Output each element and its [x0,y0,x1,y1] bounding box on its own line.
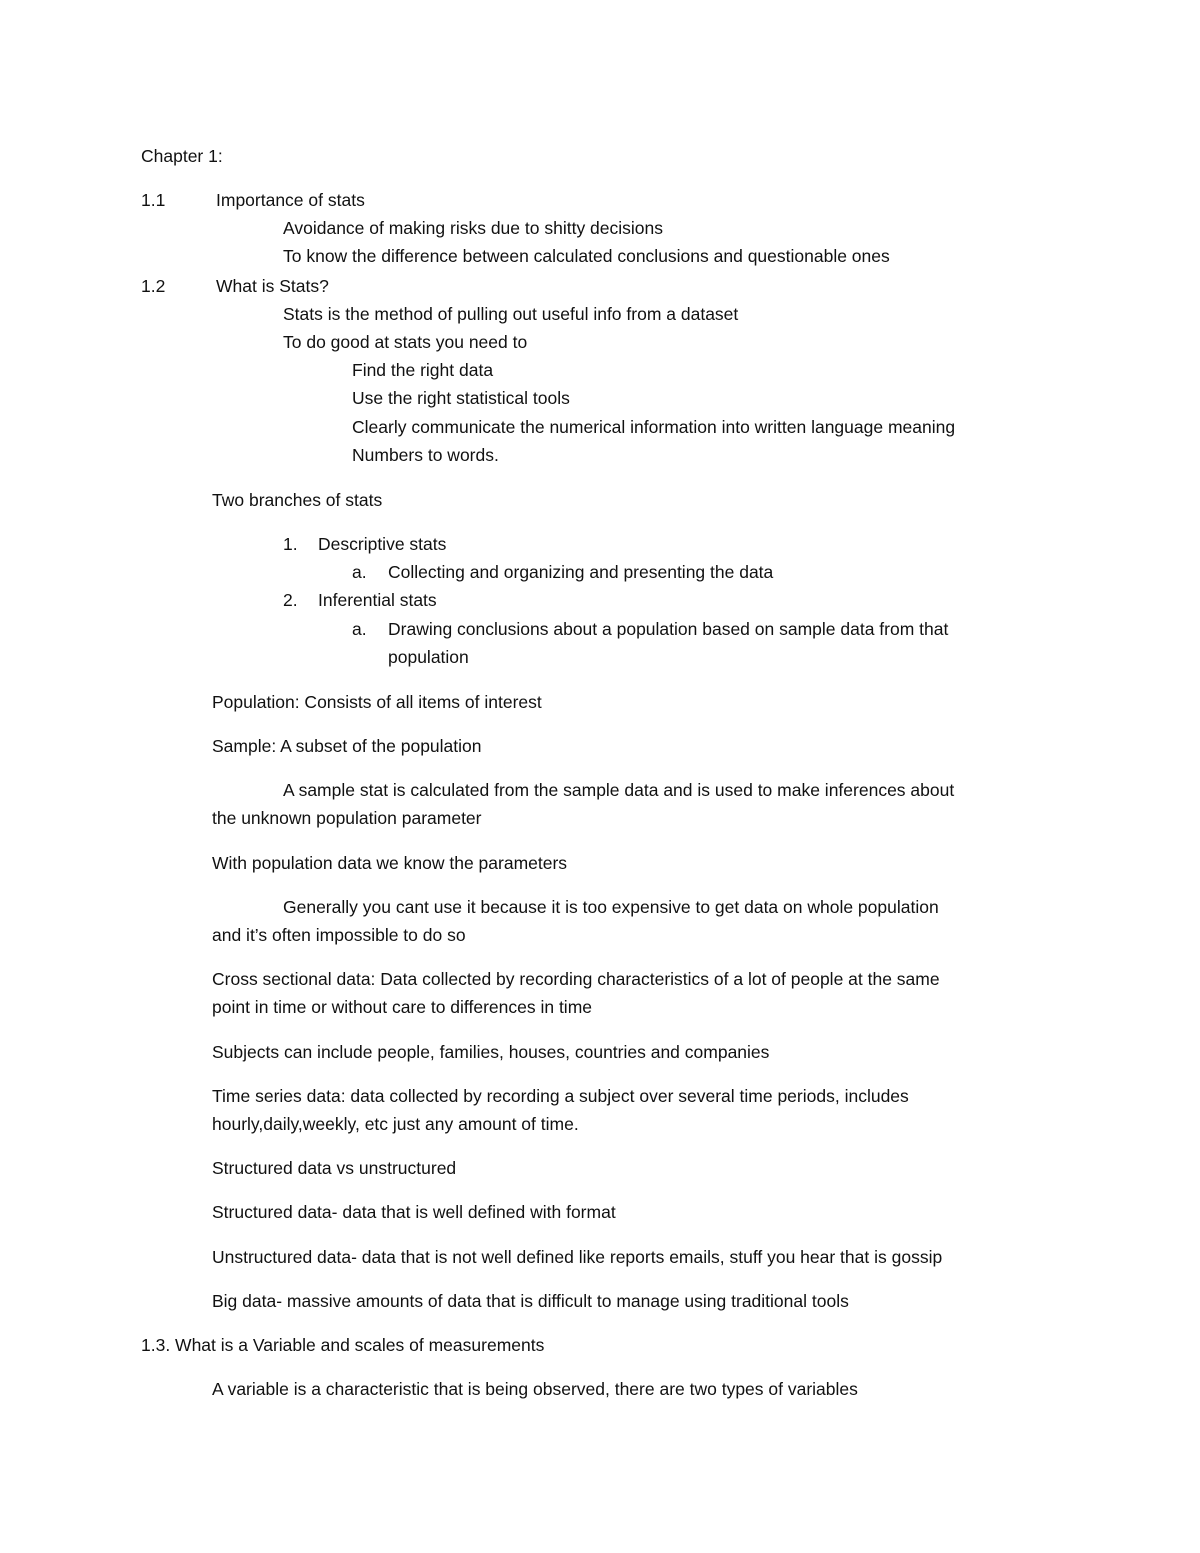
paragraph-cross-sectional: point in time or without care to differences in time [212,997,593,1017]
paragraph-cross-sectional: Cross sectional data: Data collected by recording characteristics of a lot of people at the same [212,969,940,989]
list-item: Inferential stats [318,590,437,610]
paragraph-structured-vs: Structured data vs unstructured [212,1158,457,1178]
text-subline: Numbers to words. [352,445,499,465]
section-title-1-1: Importance of stats [216,190,365,210]
branches-heading: Two branches of stats [212,490,383,510]
list-sub-marker: a. [352,619,367,639]
paragraph-unstructured: Unstructured data- data that is not well defined like reports emails, stuff you hear that is gossip [212,1247,943,1267]
paragraph-variable: A variable is a characteristic that is being observed, there are two types of variables [212,1379,858,1399]
paragraph-generally: and it’s often impossible to do so [212,925,466,945]
section-number-1-2: 1.2 [141,276,166,296]
paragraph-generally: Generally you cant use it because it is too expensive to get data on whole population [283,897,939,917]
list-sub-marker: a. [352,562,367,582]
text-subline: Clearly communicate the numerical information into written language meaning [352,417,956,437]
paragraph-structured: Structured data- data that is well defined with format [212,1202,616,1222]
paragraph-sample-stat: the unknown population parameter [212,808,482,828]
paragraph-time-series: Time series data: data collected by recording a subject over several time periods, includes [212,1086,909,1106]
list-sub-item: population [388,647,469,667]
list-marker: 2. [283,590,298,610]
section-number-1-1: 1.1 [141,190,166,210]
paragraph-population-data: With population data we know the parameters [212,853,568,873]
paragraph-big-data: Big data- massive amounts of data that is difficult to manage using traditional tools [212,1291,849,1311]
text-subline: Use the right statistical tools [352,388,570,408]
text-line: To do good at stats you need to [283,332,528,352]
text-line: Avoidance of making risks due to shitty decisions [283,218,664,238]
text-subline: Find the right data [352,360,494,380]
paragraph-subjects: Subjects can include people, families, houses, countries and companies [212,1042,770,1062]
list-sub-item: Collecting and organizing and presenting the data [388,562,774,582]
text-line: Stats is the method of pulling out useful info from a dataset [283,304,739,324]
list-item: Descriptive stats [318,534,447,554]
section-title-1-2: What is Stats? [216,276,329,296]
paragraph-sample: Sample: A subset of the population [212,736,482,756]
paragraph-time-series: hourly,daily,weekly, etc just any amount of time. [212,1114,579,1134]
paragraph-sample-stat: A sample stat is calculated from the sample data and is used to make inferences about [283,780,955,800]
text-line: To know the difference between calculated conclusions and questionable ones [283,246,890,266]
chapter-title: Chapter 1: [141,146,223,166]
list-marker: 1. [283,534,298,554]
section-heading-1-3: 1.3. What is a Variable and scales of measurements [141,1335,545,1355]
list-sub-item: Drawing conclusions about a population based on sample data from that [388,619,949,639]
paragraph-population: Population: Consists of all items of interest [212,692,542,712]
